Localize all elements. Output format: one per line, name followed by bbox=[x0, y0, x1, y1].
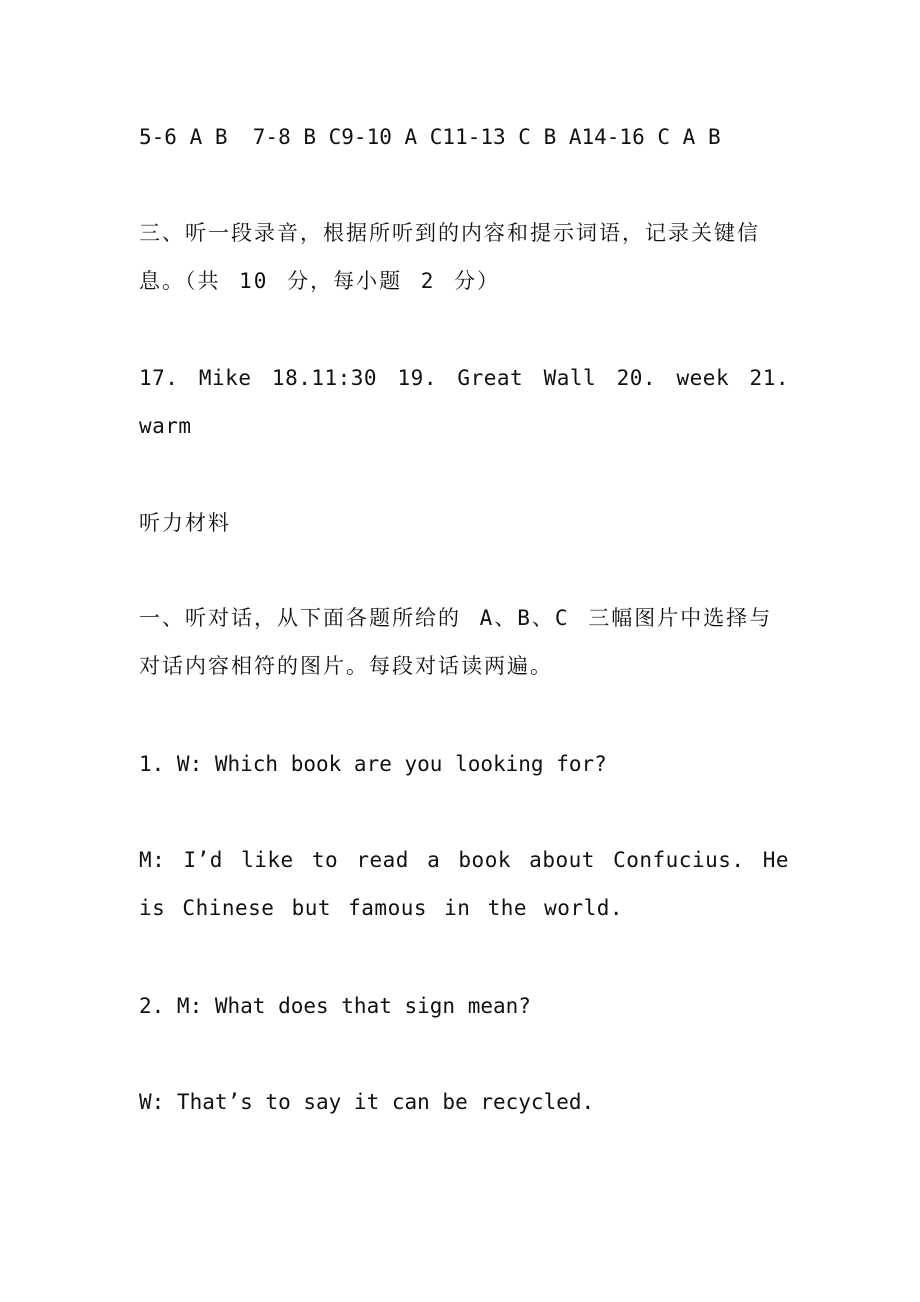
dialogue-1-woman: 1. W: Which book are you looking for? bbox=[139, 752, 607, 776]
answer-key-line: 5-6 A B 7-8 B C9-10 A C11-13 C B A14-16 C A B bbox=[139, 125, 721, 149]
section-3-answers: 17. Mike 18.11:30 19. Great Wall 20. week 21. warm bbox=[139, 366, 789, 438]
dialogue-2-man: 2. M: What does that sign mean? bbox=[139, 994, 531, 1018]
listening-material-title: 听力材料 bbox=[139, 511, 231, 535]
section-1-heading: 一、听对话，从下面各题所给的 A、B、C 三幅图片中选择与对话内容相符的图片。每段对话读两遍。 bbox=[139, 606, 773, 678]
section-3-heading: 三、听一段录音，根据所听到的内容和提示词语，记录关键信息。（共 10 分，每小题 2 分） bbox=[139, 221, 760, 293]
dialogue-1-man: M: I’d like to read a book about Confucius. He is Chinese but famous in the world. bbox=[139, 848, 789, 920]
dialogue-2-woman: W: That’s to say it can be recycled. bbox=[139, 1090, 595, 1114]
